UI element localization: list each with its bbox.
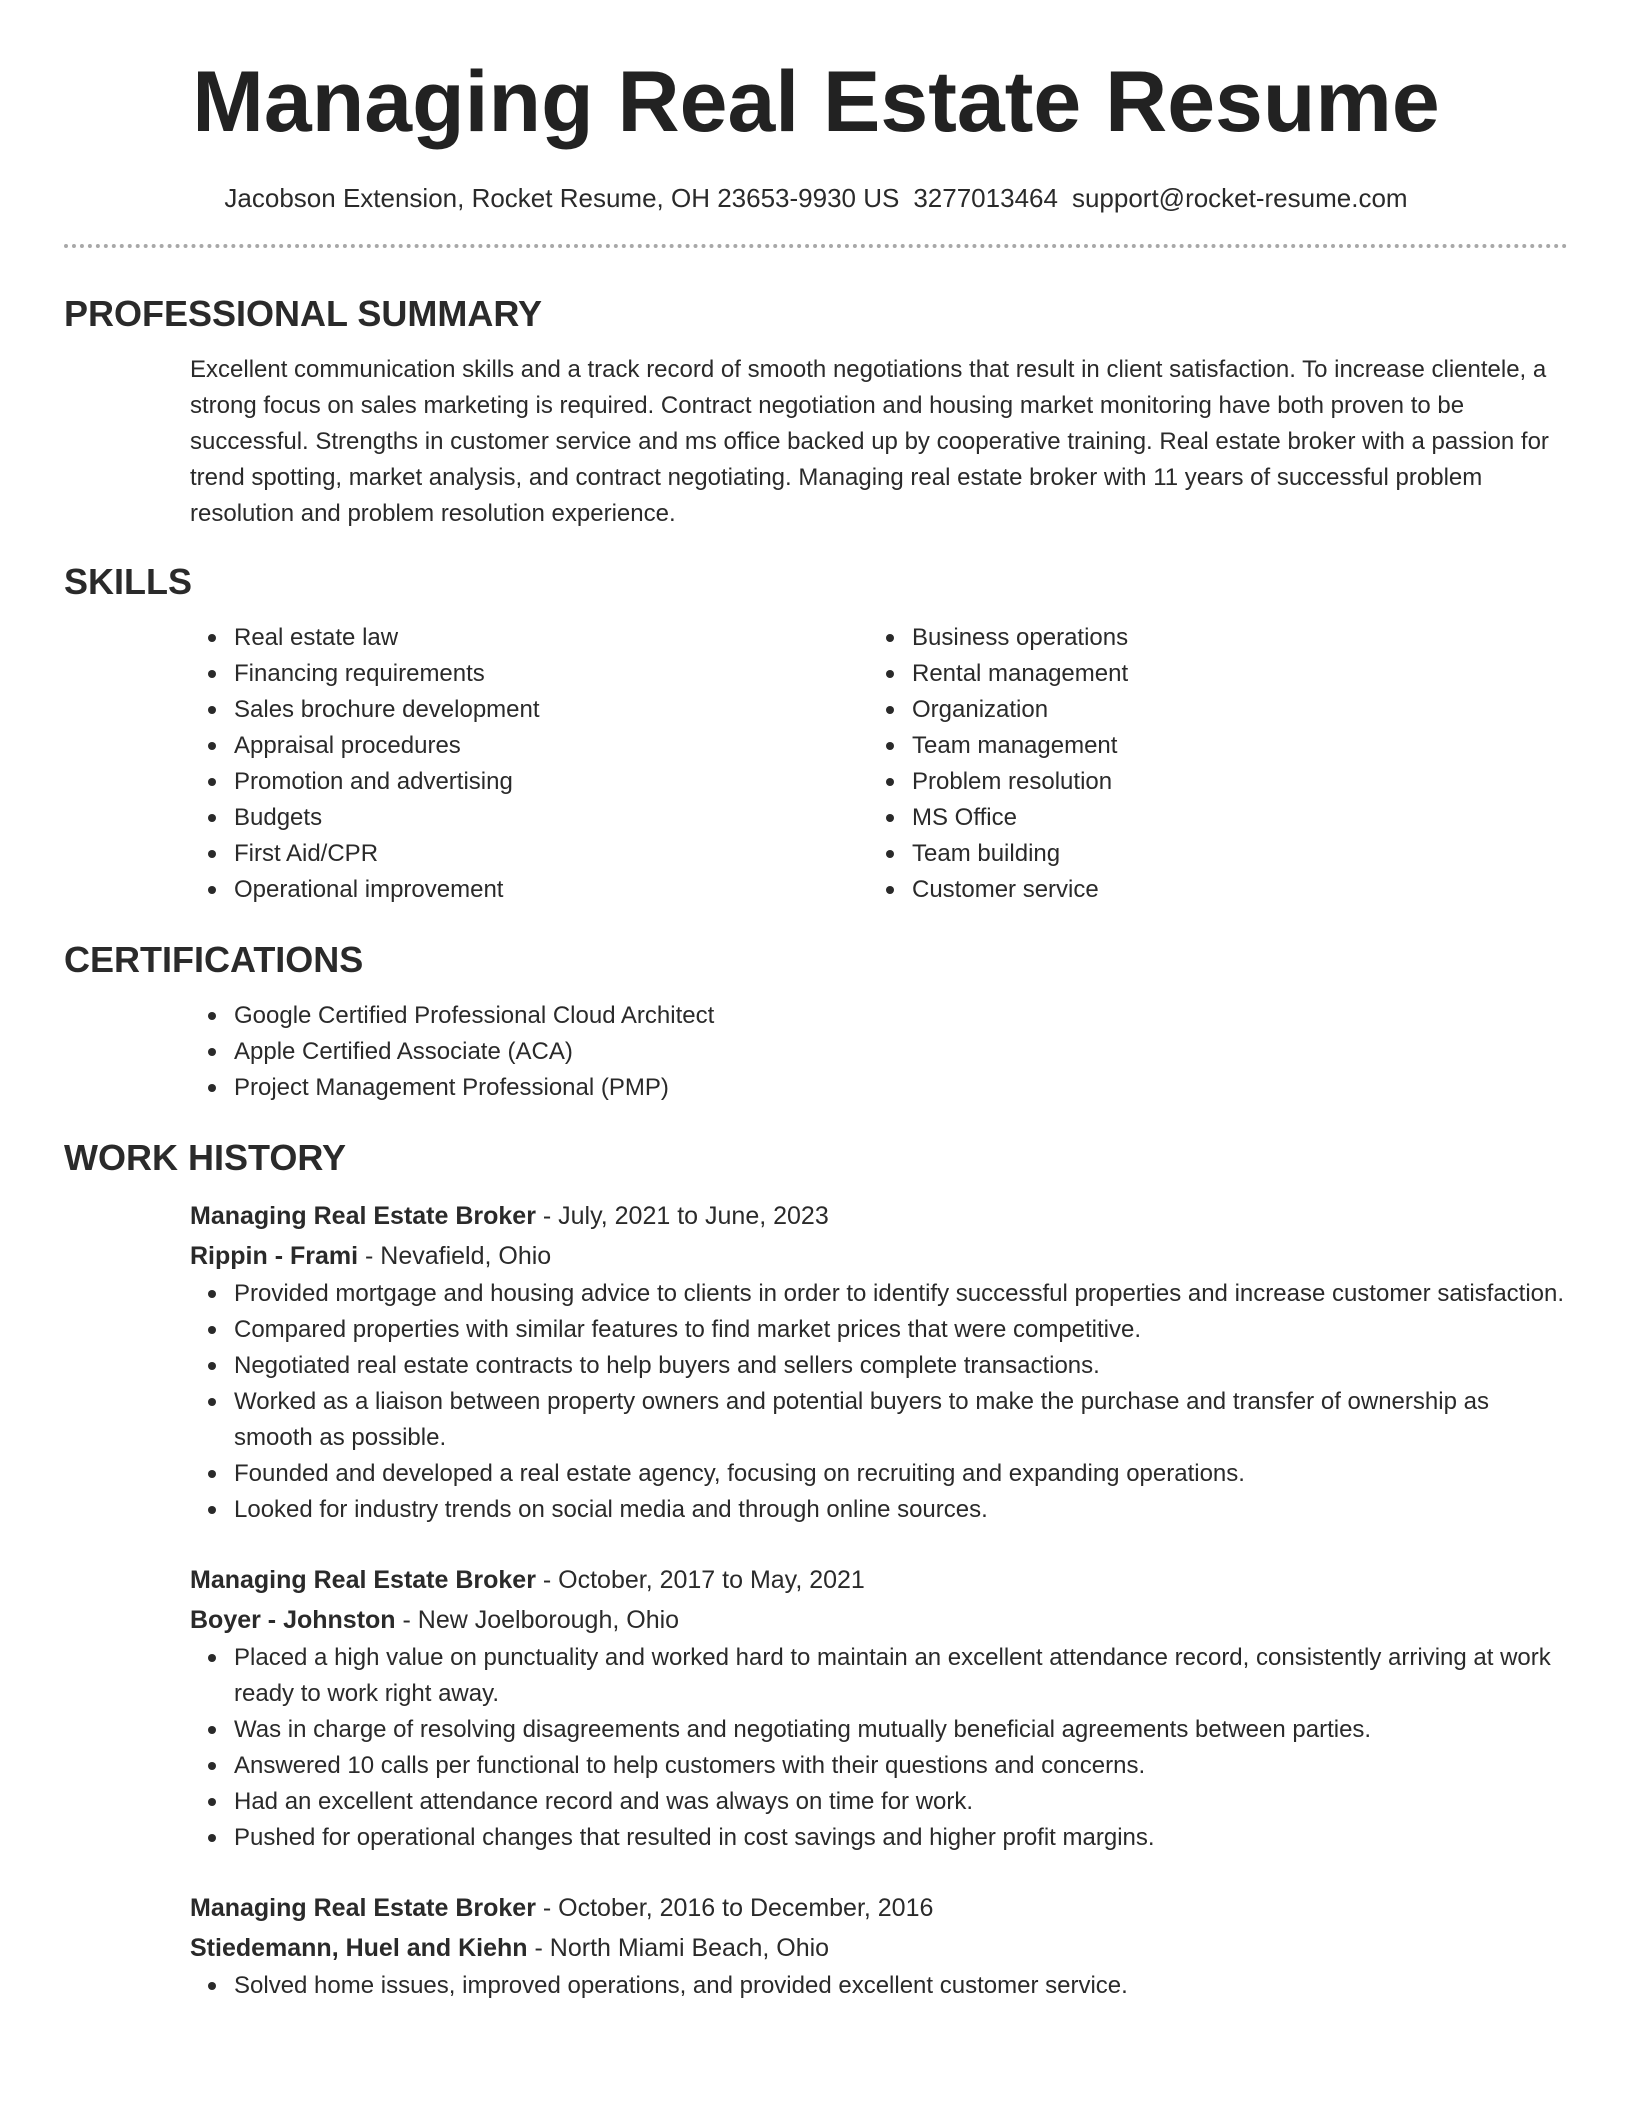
job-dates: - October, 2017 to May, 2021 (535, 1566, 865, 1594)
contact-address: Jacobson Extension, Rocket Resume, OH 23653-9930 US (224, 183, 900, 213)
skills-section (190, 620, 1568, 908)
job-company-line (190, 1600, 1568, 1640)
skill-item: Financing requirements (234, 656, 868, 692)
skill-item: Problem resolution (912, 764, 1546, 800)
job-bullet: Provided mortgage and housing advice to clients in order to identify successful properties and increase customer satisfaction. (234, 1276, 1568, 1312)
skill-item: Team management (912, 728, 1546, 764)
job-title-line (190, 1196, 1568, 1236)
certifications-section (190, 998, 1568, 1106)
contact-phone: 3277013464 (913, 183, 1058, 213)
contact-line (64, 180, 1568, 216)
job-entry (190, 1560, 1568, 1856)
certifications-list (190, 998, 1568, 1106)
job-location: - New Joelborough, Ohio (395, 1606, 680, 1634)
skill-item: Customer service (912, 872, 1546, 908)
job-bullets (190, 1640, 1568, 1856)
skill-item: Sales brochure development (234, 692, 868, 728)
job-bullets (190, 1276, 1568, 1528)
job-bullet: Had an excellent attendance record and was always on time for work. (234, 1784, 1568, 1820)
certification-item: Google Certified Professional Cloud Architect (234, 998, 1568, 1034)
skills-column-left (190, 620, 868, 908)
job-dates: - July, 2021 to June, 2023 (535, 1202, 829, 1230)
skills-heading: SKILLS (64, 561, 193, 602)
skill-item: MS Office (912, 800, 1546, 836)
job-entry (190, 1196, 1568, 1528)
job-company-line (190, 1236, 1568, 1276)
job-title: Managing Real Estate Broker (190, 1894, 536, 1922)
job-bullet: Answered 10 calls per functional to help customers with their questions and concerns. (234, 1748, 1568, 1784)
job-title: Managing Real Estate Broker (190, 1202, 536, 1230)
summary-section (190, 352, 1568, 532)
skill-item: Operational improvement (234, 872, 868, 908)
skill-item: Team building (912, 836, 1546, 872)
work-history-section (190, 1196, 1568, 2004)
job-bullet: Founded and developed a real estate agency, focusing on recruiting and expanding operations. (234, 1456, 1568, 1492)
job-bullet: Was in charge of resolving disagreements and negotiating mutually beneficial agreements between parties. (234, 1712, 1568, 1748)
job-title-line (190, 1560, 1568, 1600)
skill-item: Budgets (234, 800, 868, 836)
summary-heading: PROFESSIONAL SUMMARY (64, 293, 543, 334)
skill-item: Organization (912, 692, 1546, 728)
job-bullet: Compared properties with similar features to find market prices that were competitive. (234, 1312, 1568, 1348)
skills-list-left (190, 620, 868, 908)
job-bullet: Worked as a liaison between property owners and potential buyers to make the purchase and transfer of ownership as smooth as possible. (234, 1384, 1568, 1456)
skill-item: Real estate law (234, 620, 868, 656)
skill-item: First Aid/CPR (234, 836, 868, 872)
job-bullet: Placed a high value on punctuality and worked hard to maintain an excellent attendance record, consistently arriving at work ready to work right away. (234, 1640, 1568, 1712)
job-company-line (190, 1928, 1568, 1968)
job-bullet: Negotiated real estate contracts to help buyers and sellers complete transactions. (234, 1348, 1568, 1384)
job-bullet: Solved home issues, improved operations, and provided excellent customer service. (234, 1968, 1568, 2004)
job-company: Stiedemann, Huel and Kiehn (190, 1934, 528, 1962)
job-entry (190, 1888, 1568, 2004)
work-history-heading: WORK HISTORY (64, 1137, 347, 1178)
skills-list-right (868, 620, 1546, 908)
skill-item: Rental management (912, 656, 1546, 692)
page-title: Managing Real Estate Resume (192, 54, 1440, 150)
skill-item: Business operations (912, 620, 1546, 656)
skill-item: Appraisal procedures (234, 728, 868, 764)
skill-item: Promotion and advertising (234, 764, 868, 800)
job-title-line (190, 1888, 1568, 1928)
job-location: - Nevafield, Ohio (358, 1242, 552, 1270)
skills-grid (190, 620, 1568, 908)
summary-text: Excellent communication skills and a track record of smooth negotiations that result in client satisfaction. To increase clientele, a strong focus on sales marketing is required. Contract negotiation and housing market monitoring have both proven to be successful. Strengths in customer service and ms office backed up by cooperative training. Real estate broker with a passion for trend spotting, market analysis, and contract negotiating. Managing real estate broker with 11 years of successful problem resolution and problem resolution experience. (190, 356, 1549, 527)
job-bullet: Pushed for operational changes that resulted in cost savings and higher profit margins. (234, 1820, 1568, 1856)
job-location: - North Miami Beach, Ohio (527, 1934, 830, 1962)
job-bullets (190, 1968, 1568, 2004)
contact-email: support@rocket-resume.com (1071, 183, 1408, 213)
job-company: Rippin - Frami (190, 1242, 359, 1270)
job-title: Managing Real Estate Broker (190, 1566, 536, 1594)
job-dates: - October, 2016 to December, 2016 (535, 1894, 934, 1922)
skills-column-right (868, 620, 1546, 908)
job-company: Boyer - Johnston (190, 1606, 396, 1634)
header-divider (64, 244, 1568, 248)
certification-item: Apple Certified Associate (ACA) (234, 1034, 1568, 1070)
job-bullet: Looked for industry trends on social media and through online sources. (234, 1492, 1568, 1528)
certification-item: Project Management Professional (PMP) (234, 1070, 1568, 1106)
resume-page (64, 0, 1568, 2036)
certifications-heading: CERTIFICATIONS (64, 939, 364, 980)
